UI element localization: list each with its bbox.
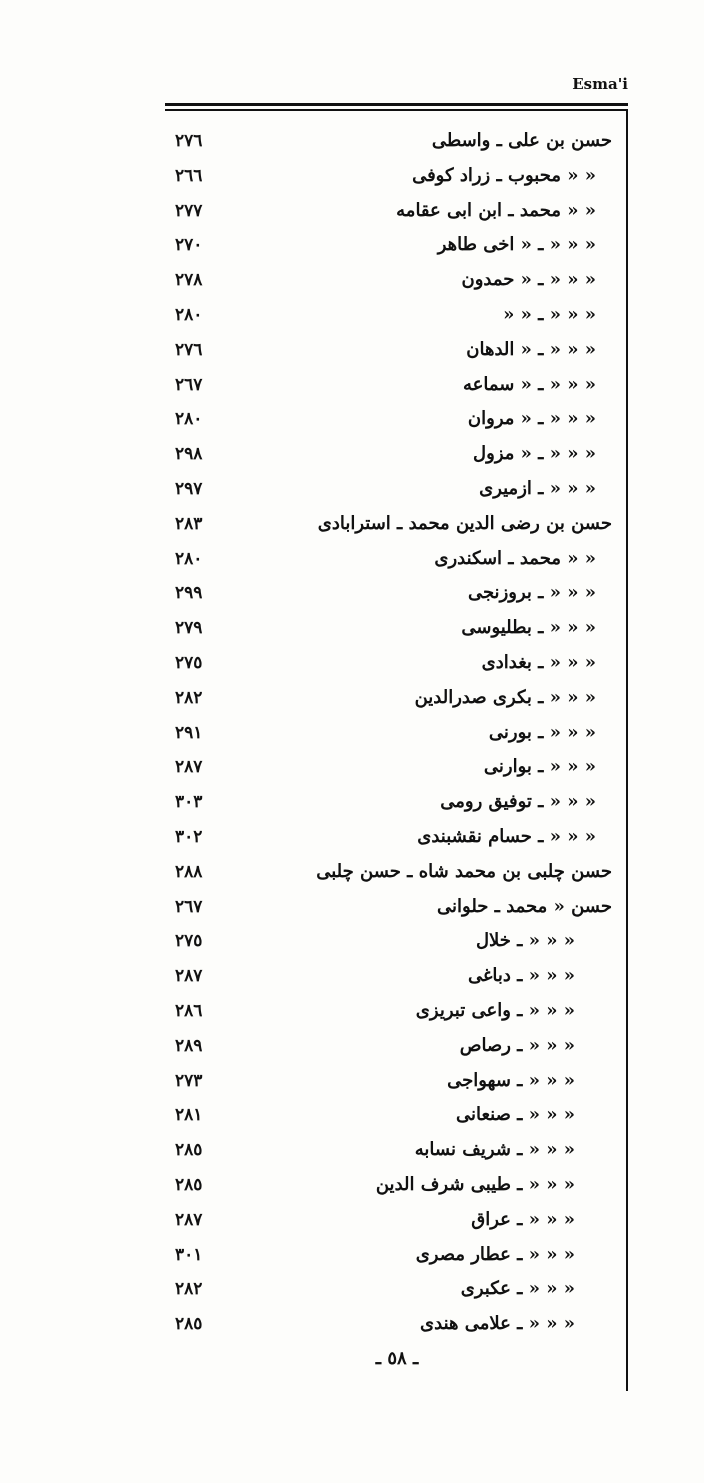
index-entry-text: حسن بن رضی الدین محمد ـ استرابادی bbox=[317, 512, 612, 534]
index-page-number: ٢٨٥ bbox=[175, 1314, 203, 1335]
index-entry-text: « « « ـ سهواجی bbox=[447, 1069, 575, 1091]
index-page-number: ٢٨٣ bbox=[175, 513, 203, 534]
index-entry-text: حسن بن علی ـ واسطی bbox=[431, 130, 612, 151]
index-entry-text: حسن چلبی بن محمد شاه ـ حسن چلبی bbox=[316, 860, 612, 882]
index-row bbox=[0, 263, 704, 297]
index-entry-text: « « « ـ « حمدون bbox=[461, 269, 596, 291]
index-page-number: ٢٨٦ bbox=[175, 1001, 203, 1021]
index-page-number: ٢٧٨ bbox=[175, 270, 203, 291]
index-page-number: ٢٧٣ bbox=[175, 1070, 203, 1091]
index-row bbox=[0, 924, 704, 958]
index-row bbox=[0, 228, 704, 262]
index-page-number: ٢٦٧ bbox=[175, 896, 203, 917]
index-row bbox=[0, 681, 704, 715]
index-row bbox=[0, 1203, 704, 1237]
index-row bbox=[0, 1064, 704, 1098]
index-entry-text: « « محبوب ـ زراد کوفی bbox=[412, 164, 596, 186]
index-page-number: ٢٧٦ bbox=[175, 131, 203, 151]
index-row bbox=[0, 507, 704, 541]
index-page-number: ٢٨٢ bbox=[175, 1279, 203, 1300]
index-row bbox=[0, 611, 704, 645]
index-row bbox=[0, 472, 704, 506]
index-page-number: ٢٨٨ bbox=[175, 861, 203, 882]
index-row bbox=[0, 368, 704, 402]
index-entry-text: « « محمد ـ اسکندری bbox=[434, 547, 596, 569]
index-entry-text: حسن « محمد ـ حلوانی bbox=[437, 895, 612, 917]
index-entry-text: « « « ـ « مروان bbox=[467, 408, 596, 430]
index-row bbox=[0, 994, 704, 1028]
index-entry-text: « « « ـ خلال bbox=[475, 930, 575, 952]
index-row bbox=[0, 437, 704, 471]
index-entry-text: « « « ـ بکری صدرالدین bbox=[414, 686, 596, 708]
index-entry-text: « « « ـ « الدهان bbox=[466, 338, 596, 360]
index-entry-text: « « « ـ « سماعه bbox=[463, 373, 596, 395]
index-page-number: ٢٧٠ bbox=[175, 235, 203, 256]
index-page-number: ٢٧٥ bbox=[175, 931, 203, 952]
index-page-number: ٢٨٠ bbox=[175, 548, 203, 569]
index-row bbox=[0, 1029, 704, 1063]
index-page-number: ٢٩٧ bbox=[175, 479, 203, 499]
index-entry-text: « « « ـ علامی هندی bbox=[420, 1313, 575, 1335]
index-row bbox=[0, 402, 704, 436]
index-entry-text: « « « ـ طیبی شرف الدین bbox=[375, 1174, 575, 1195]
index-page-number: ٢٩١ bbox=[175, 722, 203, 743]
index-page-number: ٣٠٣ bbox=[175, 792, 203, 813]
index-page-number: ٢٧٥ bbox=[175, 653, 203, 673]
index-entry-text: « « « ـ بروزنجی bbox=[467, 582, 596, 604]
index-entry-text: « « « ـ « « bbox=[503, 304, 596, 325]
index-row bbox=[0, 820, 704, 854]
index-page-number: ٢٧٧ bbox=[175, 200, 203, 221]
page-header: Esma'i bbox=[572, 75, 628, 93]
index-row bbox=[0, 298, 704, 332]
index-entry-text: « « « ـ بورنی bbox=[488, 721, 596, 743]
index-entry-text: « « « ـ صنعانی bbox=[456, 1104, 575, 1126]
index-entry-text: « « « ـ عراق bbox=[471, 1208, 575, 1230]
index-row bbox=[0, 1133, 704, 1167]
index-page-number: ٢٨٧ bbox=[175, 966, 203, 987]
index-entry-text: « « « ـ رصاص bbox=[459, 1034, 575, 1056]
index-row bbox=[0, 1168, 704, 1202]
header-rule-thick bbox=[165, 103, 628, 106]
index-row bbox=[0, 646, 704, 680]
index-entry-text: « « محمد ـ ابن ابی عقامه bbox=[396, 199, 596, 221]
index-entry-text: « « « ـ عکبری bbox=[460, 1278, 575, 1300]
index-page-number: ٢٦٧ bbox=[175, 374, 203, 395]
index-entry-text: « « « ـ دباغی bbox=[467, 965, 575, 987]
index-entry-text: « « « ـ واعی تبریزی bbox=[415, 1000, 575, 1021]
index-page-number: ٢٨٠ bbox=[175, 305, 203, 325]
index-page-number: ٢٨٢ bbox=[175, 687, 203, 708]
index-row bbox=[0, 1272, 704, 1306]
index-page-number: ٢٨٥ bbox=[175, 1175, 203, 1195]
index-page-number: ٣٠١ bbox=[175, 1244, 203, 1265]
index-row bbox=[0, 194, 704, 228]
index-page-number: ٢٩٨ bbox=[175, 444, 203, 465]
index-entry-text: « « « ـ بطلیوسی bbox=[461, 617, 596, 639]
index-row bbox=[0, 542, 704, 576]
index-entry-text: « « « ـ بوارنی bbox=[483, 756, 596, 778]
index-page-number: ٢٨٥ bbox=[175, 1140, 203, 1161]
index-entry-text: « « « ـ ازمیری bbox=[479, 478, 596, 499]
index-page-number: ٣٠٢ bbox=[175, 827, 203, 847]
index-row bbox=[0, 855, 704, 889]
index-row bbox=[0, 1098, 704, 1132]
index-row bbox=[0, 333, 704, 367]
index-row bbox=[0, 750, 704, 784]
index-entry-text: « « « ـ توفیق رومی bbox=[440, 791, 596, 813]
index-entry-text: « « « ـ « اخی طاهر bbox=[437, 234, 596, 256]
index-row bbox=[0, 1238, 704, 1272]
index-entry-text: « « « ـ بغدادی bbox=[481, 652, 596, 673]
index-row bbox=[0, 959, 704, 993]
index-page-number: ٢٨٧ bbox=[175, 757, 203, 778]
index-entry-text: « « « ـ « مزول bbox=[473, 443, 596, 465]
index-row bbox=[0, 716, 704, 750]
index-page-number: ٢٧٦ bbox=[175, 339, 203, 360]
index-page-number: ٢٨٧ bbox=[175, 1209, 203, 1230]
index-page-number: ٢٨٠ bbox=[175, 409, 203, 430]
index-entry-text: « « « ـ عطار مصری bbox=[415, 1243, 575, 1265]
index-row bbox=[0, 1307, 704, 1341]
index-entry-text: « « « ـ شریف نسابه bbox=[414, 1139, 575, 1161]
page-number-footer: ـ ٥٨ ـ bbox=[375, 1348, 419, 1369]
index-row bbox=[0, 890, 704, 924]
index-page-number: ٢٧٩ bbox=[175, 618, 203, 639]
index-row bbox=[0, 785, 704, 819]
index-page-number: ٢٨١ bbox=[175, 1105, 203, 1126]
index-entry-text: « « « ـ حسام نقشبندی bbox=[417, 826, 596, 847]
index-page-number: ٢٦٦ bbox=[175, 165, 203, 186]
index-page-number: ٢٩٩ bbox=[175, 583, 203, 604]
index-row bbox=[0, 576, 704, 610]
index-page-number: ٢٨٩ bbox=[175, 1035, 203, 1056]
index-row bbox=[0, 124, 704, 158]
header-rule-thin bbox=[165, 109, 628, 111]
index-row bbox=[0, 159, 704, 193]
